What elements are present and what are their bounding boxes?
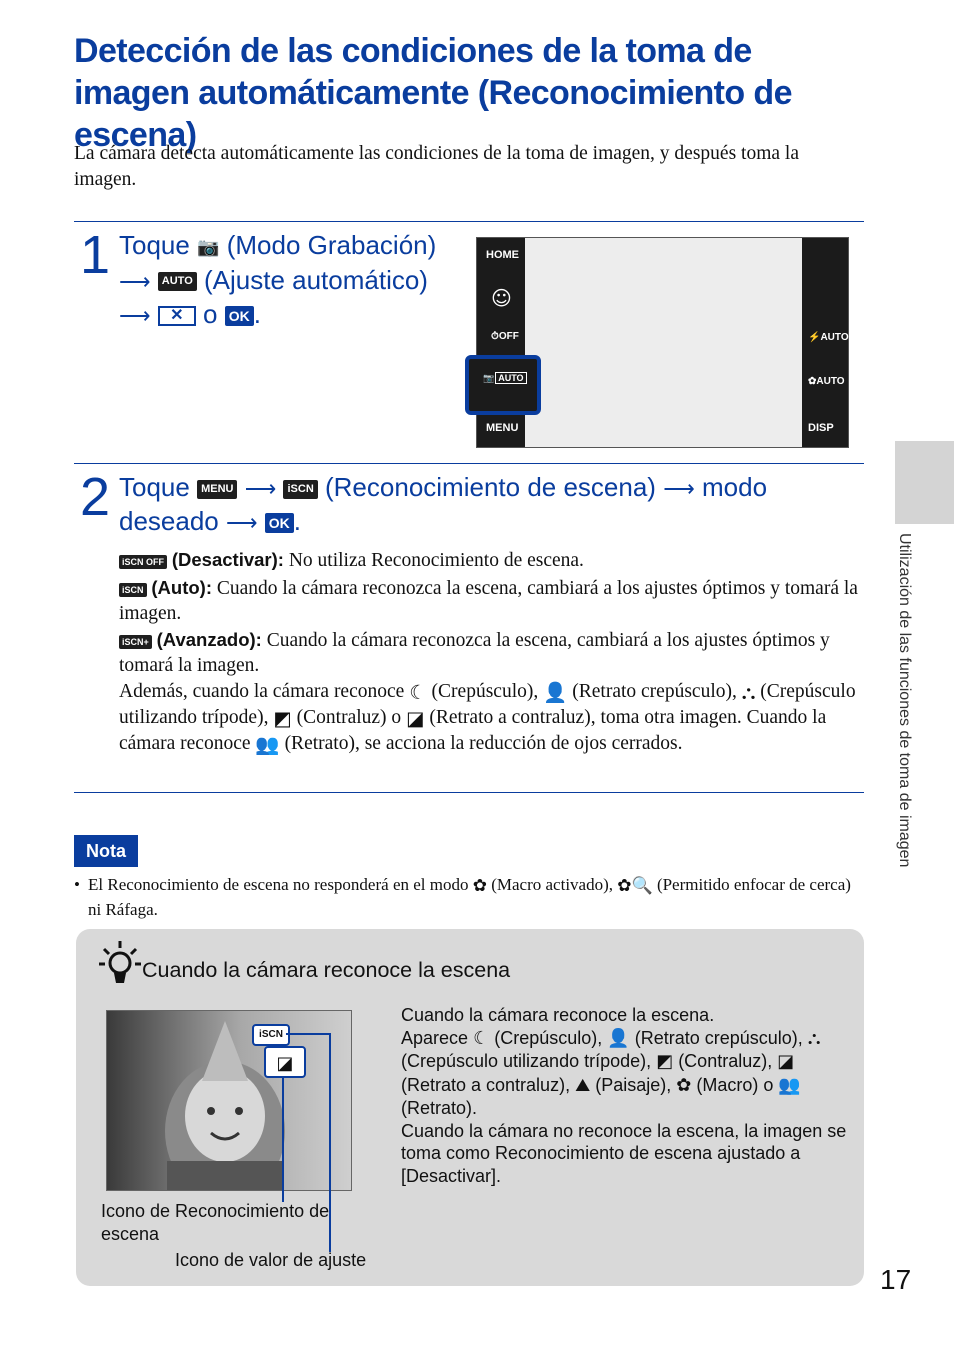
scene-recognition-icon: iSCN — [283, 480, 317, 499]
caption-scene-icon: Icono de Reconocimiento de escena — [101, 1201, 330, 1244]
disp-button[interactable]: DISP — [808, 422, 834, 434]
scn-off-icon: iSCN OFF — [119, 555, 167, 569]
arrow-icon: ⟶ — [119, 302, 151, 328]
twilight-tripod-icon: ⛬ — [807, 1027, 821, 1049]
macro-icon: ✿ — [472, 875, 487, 896]
option-desactivar: iSCN OFF (Desactivar): No utiliza Reconocimiento de escena. — [119, 547, 864, 573]
step-1-number: 1 — [80, 225, 111, 285]
side-section-label: Utilización de las funciones de toma de imagen — [896, 533, 913, 868]
section-tab[interactable] — [895, 441, 954, 524]
twilight-tripod-icon: ⛬ — [741, 681, 756, 705]
step-1-instruction: Toque 📷 (Modo Grabación) ⟶ AUTO (Ajuste automático) ⟶ ✕ o OK . — [119, 230, 437, 329]
note-text: • El Reconocimiento de escena no responderá en el modo ✿ (Macro activado), ✿🔍 (Permitido enfocar de cerca) ni Ráfaga. — [74, 875, 851, 919]
scn-auto-icon: iSCN — [119, 583, 147, 597]
arrow-icon: ⟶ — [119, 268, 151, 294]
auto-icon: AUTO — [158, 272, 197, 291]
arrow-icon: ⟶ — [663, 476, 695, 501]
ok-icon: OK — [265, 513, 294, 533]
page-number: 17 — [880, 1264, 912, 1295]
backlight-portrait-icon: ◪ — [406, 707, 425, 731]
option-auto: iSCN (Auto): Cuando la cámara reconozca la escena, cambiará a los ajustes óptimos y tomará la imagen. — [119, 577, 858, 624]
note-label: Nota — [74, 835, 138, 867]
menu-button[interactable]: MENU — [486, 422, 519, 434]
portrait-icon: 👥 — [255, 733, 280, 757]
page-title: Detección de las condiciones de la toma de imagen automáticamente (Reconocimiento de escena) — [74, 32, 792, 154]
macro-icon: ✿ — [676, 1074, 692, 1096]
landscape-icon: ⛰ — [575, 1074, 591, 1096]
twilight-portrait-icon: 👤 — [543, 681, 568, 705]
backlight-portrait-icon: ◪ — [777, 1051, 795, 1072]
scene-recognition-indicator-icon: iSCN — [252, 1024, 290, 1046]
twilight-icon: ☾ — [409, 681, 427, 705]
arrow-icon: ⟶ — [244, 476, 277, 501]
portrait-icon: 👥 — [778, 1074, 801, 1096]
home-button[interactable]: HOME — [486, 249, 519, 261]
auto-rec-icon: 📷 AUTO — [483, 372, 527, 384]
backlight-icon: ◩ — [656, 1051, 674, 1072]
step-2-instruction: Toque MENU ⟶ iSCN (Reconocimiento de escena) ⟶ modo deseado ⟶ OK . — [119, 472, 768, 536]
scn-advanced-icon: iSCN+ — [119, 635, 152, 649]
arrow-icon: ⟶ — [226, 510, 258, 535]
intro-text: La cámara detecta automáticamente las condiciones de la toma de imagen, y después toma la imagen. — [74, 143, 799, 190]
ok-icon: OK — [225, 306, 254, 326]
caption-setting-icon: Icono de valor de ajuste — [175, 1250, 367, 1270]
backlight-icon: ◩ — [273, 707, 292, 731]
option-avanzado: iSCN+ (Avanzado): Cuando la cámara reconozca la escena, cambiará a los ajustes óptimos y tomará la imagen. — [119, 629, 830, 676]
tip-body: Cuando la cámara reconoce la escena. Aparece ☾ (Crepúsculo), 👤 (Retrato crepúsculo), ⛬ (Crepúsculo utilizando trípode), ◩ (Contraluz), ◪ (Retrato a contraluz), ⛰ (Paisaje), ✿ (Macro) o 👥 (Retrato). Cuando la cámara no reconoce la escena, la imagen se toma como Reconocimiento de escena ajustado a [Desactivar]. — [401, 1005, 847, 1186]
close-focus-icon: ✿🔍 — [617, 875, 653, 896]
setting-value-icon: ◪ — [264, 1046, 306, 1078]
macro-auto-icon[interactable]: ✿AUTO — [808, 376, 845, 387]
selftimer-off-icon[interactable]: ⏱OFF — [491, 331, 519, 342]
twilight-icon: ☾ — [473, 1027, 490, 1049]
flash-auto-icon[interactable]: ⚡AUTO — [808, 332, 849, 343]
tip-title: Cuando la cámara reconoce la escena — [142, 958, 511, 982]
step-2-number: 2 — [80, 467, 111, 527]
extra-text: Además, cuando la cámara reconoce ☾ (Crepúsculo), 👤 (Retrato crepúsculo), ⛬ (Crepúsculo utilizando trípode), ◩ (Contraluz) o ◪ (Retrato a contraluz), toma otra imagen. Cuando la cámara reconoce 👥 (Retrato), se acciona la reducción de ojos cerrados. — [119, 681, 856, 757]
menu-icon: MENU — [197, 480, 237, 499]
twilight-portrait-icon: 👤 — [607, 1027, 630, 1049]
rec-mode-icon: 📷 — [197, 236, 220, 258]
close-icon: ✕ — [158, 306, 196, 326]
smile-icon[interactable]: ☺ — [491, 286, 512, 310]
